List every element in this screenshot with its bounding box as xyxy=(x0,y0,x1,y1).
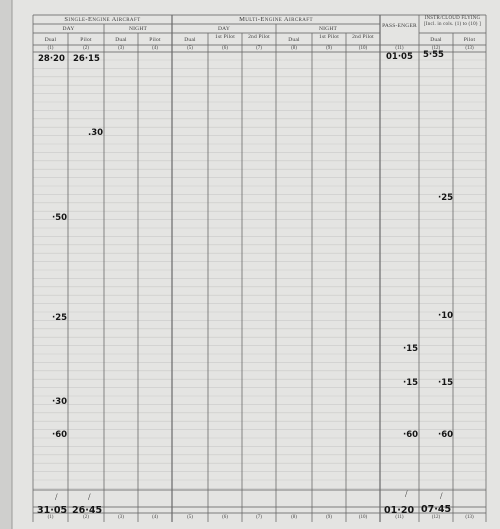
col-6-label: 1st Pilot xyxy=(215,34,235,40)
bf-col-12: 5·55 xyxy=(423,50,444,60)
total-col-11: 01·20 xyxy=(384,505,415,516)
foot-col-1-num: (1) xyxy=(47,515,54,520)
col-8-num: (8) xyxy=(291,46,297,51)
col-11-num: (11) xyxy=(395,46,404,51)
total-col-2: 26·45 xyxy=(72,505,103,516)
check-mark: / xyxy=(55,492,58,502)
entry-col-1: ·60 xyxy=(52,430,68,440)
foot-col-4-num: (4) xyxy=(152,515,158,520)
col-12-label: Dual xyxy=(430,37,442,43)
entry-col-1: ·50 xyxy=(52,213,68,223)
entry-col-12: ·60 xyxy=(438,430,454,440)
se-night-heading: NIGHT xyxy=(128,26,148,32)
foot-col-9-num: (9) xyxy=(326,515,332,520)
col-1-label: Dual xyxy=(44,37,57,43)
col-4-label: Pilot xyxy=(149,37,161,43)
entry-col-1: ·30 xyxy=(52,397,68,407)
se-day-heading: DAY xyxy=(62,26,75,32)
foot-col-12-num: (12) xyxy=(431,515,441,520)
total-col-1: 31·05 xyxy=(37,505,68,516)
col-10-label: 2nd Pilot xyxy=(352,34,374,40)
bf-col-2: 26·15 xyxy=(73,54,100,64)
col-8-label: Dual xyxy=(288,37,300,43)
col-passenger-heading: PASS-ENGER xyxy=(382,23,417,29)
col-6-num: (6) xyxy=(222,46,228,51)
total-col-12: 07·45 xyxy=(421,504,452,515)
foot-col-13-num: (13) xyxy=(465,515,474,520)
foot-col-2-num: (2) xyxy=(83,515,89,520)
bf-col-1: 28·20 xyxy=(38,54,65,64)
col-7-num: (7) xyxy=(256,46,262,51)
entry-col-11: ·15 xyxy=(403,378,419,388)
col-4-num: (4) xyxy=(152,46,158,51)
col-2-num: (2) xyxy=(83,46,89,51)
group-single-engine: Single-Engine Aircraft xyxy=(64,16,141,23)
col-12-num: (12) xyxy=(431,46,441,51)
col-1-num: (1) xyxy=(47,46,54,51)
col-instrument-heading: INSTR/CLOUD FLYING [Incl. in cols. (1) to (10) ] xyxy=(424,16,481,27)
foot-col-8-num: (8) xyxy=(291,515,297,520)
col-9-label: 1st Pilot xyxy=(319,34,339,40)
col-10-num: (10) xyxy=(358,46,368,51)
foot-col-3-num: (3) xyxy=(118,515,124,520)
me-night-heading: NIGHT xyxy=(318,26,338,32)
col-13-num: (13) xyxy=(465,46,474,51)
check-mark: / xyxy=(440,491,443,501)
col-2-label: Pilot xyxy=(80,37,92,43)
bf-col-11: 01·05 xyxy=(386,52,413,62)
entry-col-2: .30 xyxy=(88,128,104,138)
col-3-label: Dual xyxy=(115,37,127,43)
col-5-num: (5) xyxy=(187,46,193,51)
foot-col-5-num: (5) xyxy=(187,515,193,520)
entry-col-11: ·15 xyxy=(403,344,419,354)
entry-col-1: ·25 xyxy=(52,313,68,323)
foot-col-11-num: (11) xyxy=(395,515,404,520)
check-mark: / xyxy=(405,489,408,499)
check-mark: / xyxy=(88,492,91,502)
entry-col-12: ·10 xyxy=(438,311,454,321)
foot-col-6-num: (6) xyxy=(222,515,228,520)
col-5-label: Dual xyxy=(184,37,196,43)
entry-col-12: ·15 xyxy=(438,378,454,388)
foot-col-7-num: (7) xyxy=(256,515,262,520)
col-9-num: (9) xyxy=(326,46,332,51)
col-7-label: 2nd Pilot xyxy=(248,34,270,40)
entry-col-11: ·60 xyxy=(403,430,419,440)
group-multi-engine: Multi-Engine Aircraft xyxy=(239,16,313,23)
col-3-num: (3) xyxy=(118,46,124,51)
foot-col-10-num: (10) xyxy=(358,515,368,520)
me-day-heading: DAY xyxy=(217,26,230,32)
col-13-label: Pilot xyxy=(463,37,476,43)
entry-col-12: ·25 xyxy=(438,193,454,203)
